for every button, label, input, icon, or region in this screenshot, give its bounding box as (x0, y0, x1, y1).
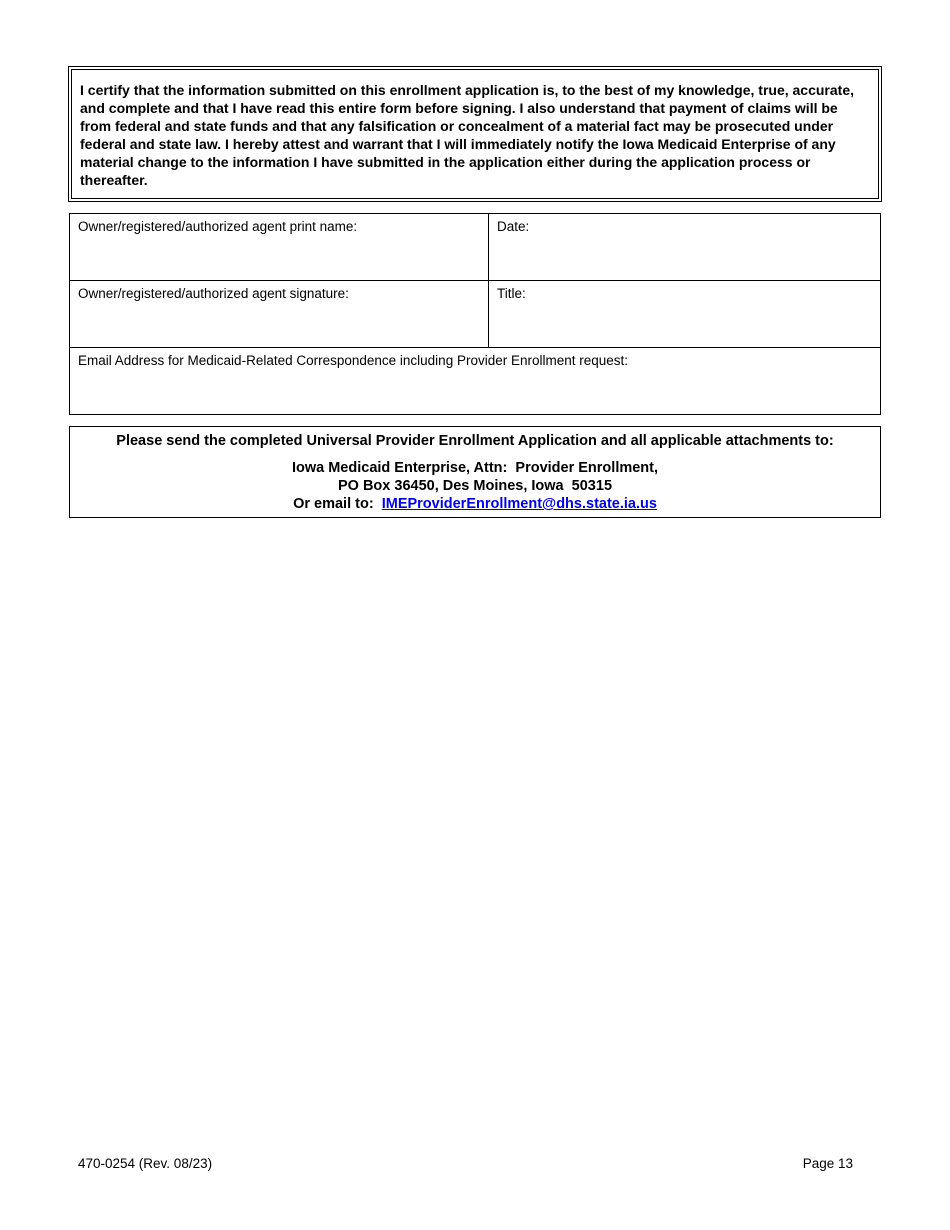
address-line-1: Iowa Medicaid Enterprise, Attn: Provider Enrollment, (291, 460, 659, 476)
mailing-instruction-text: Please send the completed Universal Provider Enrollment Application and all applicable attachments to: (116, 433, 834, 449)
date-field[interactable] (489, 214, 880, 280)
page-number: Page 13 (802, 1156, 853, 1171)
date-label: Date: (497, 219, 530, 234)
signature-label: Owner/registered/authorized agent signature: (78, 286, 349, 301)
print-name-field[interactable] (70, 214, 488, 280)
title-field[interactable] (489, 281, 880, 347)
certification-text: I certify that the information submitted on this enrollment application is, to the best of my knowledge, true, accurate, and complete and that I have read this entire form before signing. I also understand that payment of claims will be from federal and state funds and that any falsification or concealment of a material fact may be prosecuted under federal and state law. I hereby attest and warrant that I will immediately notify the Iowa Medicaid Enterprise of any material change to the information I have submitted in the application either during the application process or thereafter. (80, 82, 854, 188)
print-name-label: Owner/registered/authorized agent print name: (78, 219, 358, 234)
email-prefix: Or email to: (293, 496, 382, 512)
email-line (70, 495, 880, 513)
mailing-address (70, 459, 880, 513)
title-label: Title: (497, 286, 526, 301)
signature-table (69, 213, 881, 415)
form-number: 470-0254 (Rev. 08/23) (78, 1156, 213, 1171)
email-address-label: Email Address for Medicaid-Related Correspondence including Provider Enrollment request: (78, 353, 629, 368)
email-address-field[interactable] (70, 348, 880, 414)
enrollment-email-link[interactable]: IMEProviderEnrollment@dhs.state.ia.us (381, 496, 657, 512)
certification-box (68, 66, 882, 202)
address-line-2: PO Box 36450, Des Moines, Iowa 50315 (337, 478, 613, 494)
mailing-instructions-box (69, 426, 881, 518)
signature-field[interactable] (70, 281, 488, 347)
